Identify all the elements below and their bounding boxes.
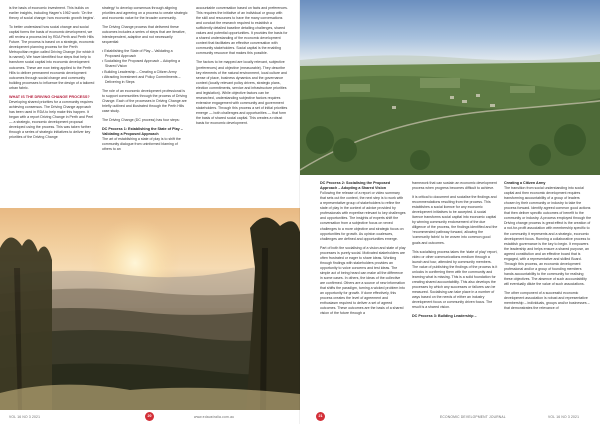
list-item: • Building Leadership – Creating a Citizen Army xyxy=(102,70,188,75)
paragraph: The role of an economic development professional is to support communities through the process of Driving Change. Each of the processes in Driving Change are briefly outlined and illustrated through the Perth Hills case study. xyxy=(102,88,187,113)
subheading: DC Process 2: Socialising the Proposed Approach – Adopting a Shared Vision xyxy=(320,181,391,191)
paragraph: is the basis of economic investment. This builds on earlier insights, including Hagen's 1962 work: 'On the theory of social change: how economic growth begins'. xyxy=(9,6,95,21)
paragraph: The factors to be mapped are locally relevant, subjective (preferences) and objective (measurable). They describe key elements of the natural environment, local culture and sense of place, business dynamics and the governance context (locally relevant policy drivers, strategic plans, election commitments, service and infrastructure priorities and legislation). While objective factors can be researched, understanding subjective factors requires extensive engagement with community and government stakeholders. Through this process a set of initial priorities emerge — both challenges and opportunities — that form the basis of shared social capital. This creates a robust basis for economic development. xyxy=(196,60,288,126)
photo-illustration xyxy=(300,0,600,175)
list-item: • Attracting Investment and Policy Commitments – Delivering in Steps xyxy=(102,75,188,85)
paragraph: accountable conversation based on facts and preferences. This requires the initiative of an individual or group with the skill and resources to have the many conversations and conduct the research required to establish a sufficiently detailed baseline detailing challenges, shared values and potential opportunities. It provides the basis for a shared understanding of the economic development context that facilitates an effective conversation with community stakeholders. Social capital is the enabling community resource that makes this possible. xyxy=(196,6,288,56)
paragraph: Part of both the socialising of a vision and state of play processes is purely social. Motivated stakeholders are often frustrated or eager to share ideas. Working through findings with stakeholders provides an opportunity to voice concerns and test ideas. The simple act of being heard can make all the difference in some cases. In others, the ideas of the collective are confirmed. Others are a source of new information that shifts the paradigm, turning a wicked problem into an opportunity for growth. If done effectively, this process creates the level of agreement and enthusiasm required to deliver a set of agreed outcomes. These outcomes are the basis of a shared vision of the future through a xyxy=(320,245,406,316)
paragraph: This socialising process takes the 'state of play' report, video or other communications medium through a launch and tour, attended by community members. The value of publishing the findings of the process is it unlocks in confirming them with the community and learning what is missing. This is a solid foundation for creating shared accountability. This also develops the processes by which any successes or failures can be measured. Socialising can take place in a number of ways based on the needs of either an industry development focus or community driven focus. The result is a shared vision. xyxy=(412,249,498,310)
aerial-landscape-photo xyxy=(300,0,600,175)
paragraph: strategy' to develop consensus through aligning priorities and agreeing on a process to create strategic and economic value for the broader community. xyxy=(102,6,188,21)
paragraph: framework that can sustain an economic development process when progress becomes difficult to achieve. xyxy=(412,181,497,191)
left-column-3 xyxy=(196,6,288,130)
paragraph: The transition from social understanding into social capital and then economic development requires transforming accountability of a group of leaders chosen by their community or industry to take the process forward. Identify agreed common good actions that then deliver specific outcomes of benefit to the community or industry. A process employed through the Driving change process is great effect is the creation of a not-for-profit association with membership specific to the community it represents and a strategic, economic development focus. Running a collaborative process to establish governance is the key to begin. It empowers the leadership and helps ensure a shared purpose, an agreed constitution and an effective board that is engaged, with a representative and skilled Board. Through this process, an economic development professional and/or a group of founding members hands accountability to the community for realising these objectives. The absence of such accountability will eventually dilute the value of such associations. xyxy=(504,186,592,286)
paragraph: The Driving Change (DC process) has four steps: xyxy=(102,117,180,122)
paragraph: To better understand how social change and social capital forms the basis of economic development, we will review a process led by RDA Perth and Perth Hills Future. The process is based on a strategic, economic development planning process for the Perth Metropolitan region called Driving Change (for which it is named). We have identified four steps that help to transform social capital into economic development outcomes. These are now being applied to the Perth Hills to deliver permanent economic development outcomes through social change and community building processes to influence the design of a tailored urban fabric. xyxy=(9,25,95,90)
left-footer-volume: VOL 16 NO 3 2021 xyxy=(9,415,41,419)
journal-name: ECONOMIC DEVELOPMENT JOURNAL xyxy=(440,415,506,419)
photo-illustration xyxy=(0,208,300,410)
paragraph: The art of establishing a state of play is to shift the community dialogue from uninformed blaming of others to an xyxy=(102,137,181,152)
list-item: • Establishing the State of Play – Validating a Proposed Approach xyxy=(102,49,188,59)
list-item: • Socialising the Proposed Approach – Adopting a Shared Vision xyxy=(102,59,188,69)
subheading: DC Process 1: Establishing the State of Play – Validating a Proposed Approach xyxy=(102,126,183,137)
right-footer-volume: VOL 16 NO 3 2021 xyxy=(548,415,580,419)
left-column-1 xyxy=(9,6,95,144)
section-heading: WHAT IS THE DRIVING CHANGE PROCESS? xyxy=(9,94,90,99)
left-column-2 xyxy=(102,6,188,156)
footer-url[interactable]: www.edaustralia.com.au xyxy=(194,415,235,419)
subheading: Creating a Citizen Army xyxy=(504,181,546,185)
right-page xyxy=(300,0,600,424)
paragraph: Developing shared priorities for a community requires achieving consensus. The Driving Change approach has been used in RDA to help make this happen. It began with a report Driving Change in Perth and Peel — a strategic, economic development proposal developed using the process. This was taken further through a series of strategic initiatives to deliver key priorities of the Driving Change xyxy=(9,99,93,140)
paragraph: The Driving Change process that delivered these outcomes includes a series of steps that are iterative, interdependent, adaptive and not necessarily sequential: xyxy=(102,25,186,45)
paragraph: Following the release of a report or video summary that sets out the context, the next step is to work with a representative group of stakeholders to refine the state of play in the context of advice provided by professionals with expertise relevant to key challenges and opportunities. The insights of experts shift the conversation from a subjective focus on vexed challenges to a more objective and strategic focus on opportunities for growth. As opinion coalesces, challenges are defined and opportunities emerge. xyxy=(320,191,406,241)
subheading: DC Process 3: Building Leadership – xyxy=(412,314,477,319)
right-column-3 xyxy=(504,181,592,315)
right-column-2 xyxy=(412,181,498,319)
right-column-1 xyxy=(320,181,406,320)
steps-list xyxy=(102,49,188,84)
page-number-badge: 20 xyxy=(145,412,154,421)
page-number-badge: 21 xyxy=(316,412,325,421)
paragraph: The other component of a successful economic development association is robust and representative membership – individuals, groups and/or businesses – that demonstrates the relevance of xyxy=(504,291,590,311)
sunset-hills-photo xyxy=(0,208,300,410)
paragraph: It is critical to document and socialise the findings and recommendations resulting from the process. This establishes a social licence for any economic development initiatives to be accepted. A social licence transforms social capital into economic capital by winning community endorsement of the due diligence of the process, the findings identified and the 'recommended pathway forward, allowing the 'community fabric' to be woven into common good goals and outcomes. xyxy=(412,195,498,245)
